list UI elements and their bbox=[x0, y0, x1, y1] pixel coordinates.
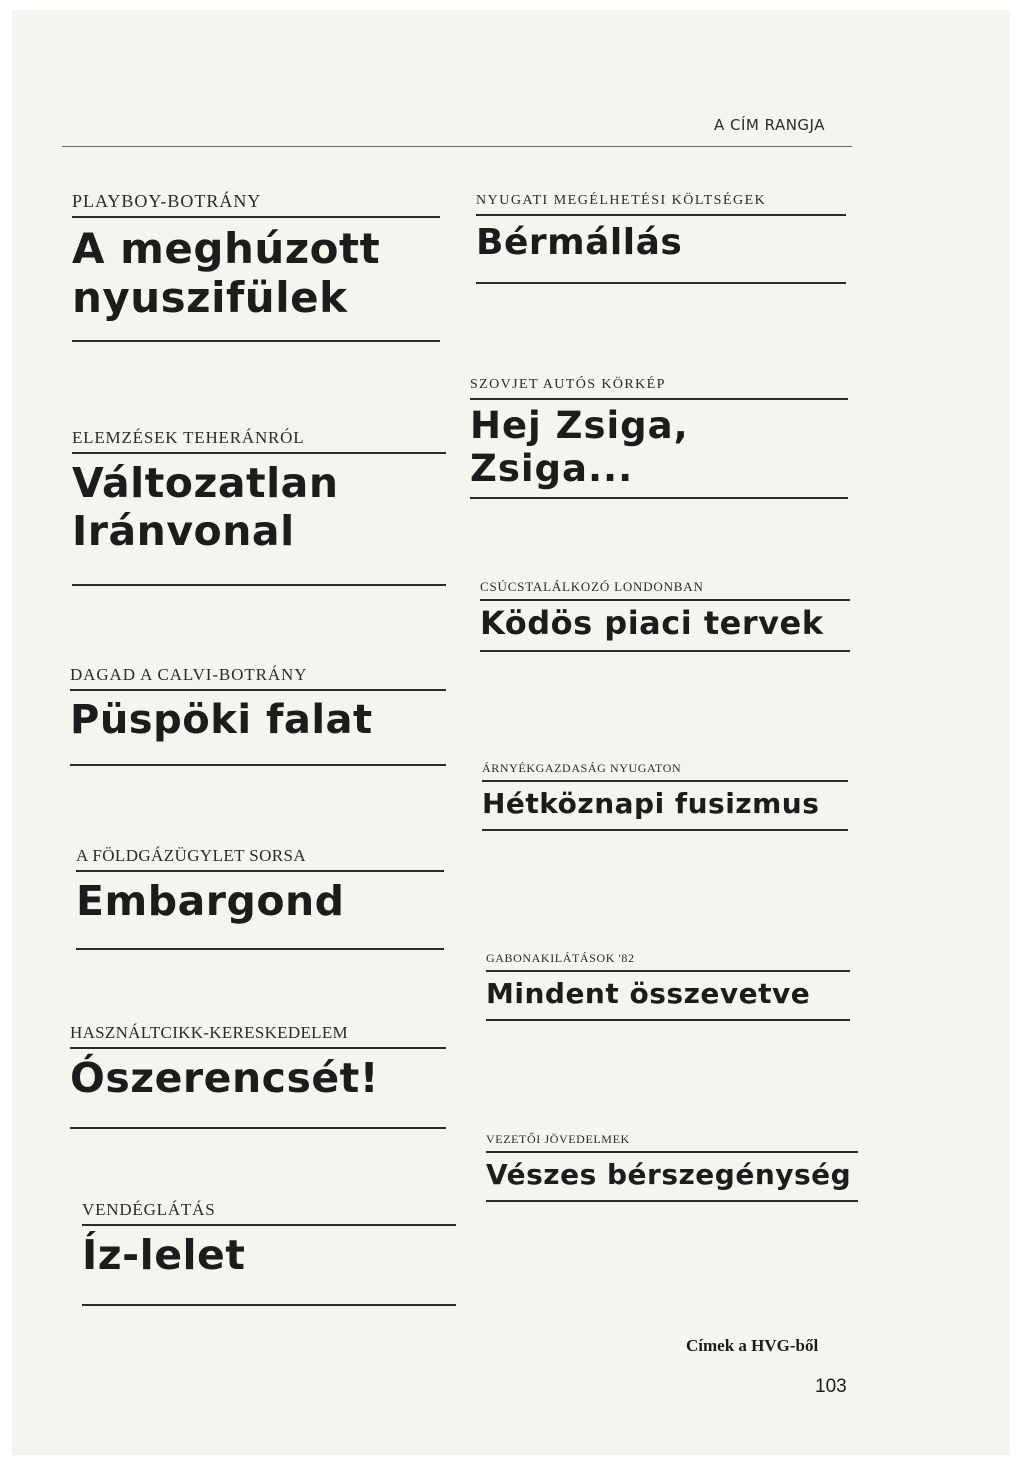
headline-rule bbox=[476, 282, 846, 284]
headline: Hétköznapi fusizmus bbox=[482, 787, 820, 820]
headline-block-12 bbox=[486, 1133, 858, 1202]
headline-rule bbox=[70, 764, 446, 766]
kicker-rule bbox=[72, 216, 440, 218]
kicker: VENDÉGLÁTÁS bbox=[82, 1200, 216, 1219]
kicker: A FÖLDGÁZÜGYLET SORSA bbox=[76, 846, 307, 865]
headline: Ószerencsét! bbox=[70, 1054, 379, 1102]
page-number: 103 bbox=[815, 1376, 847, 1397]
kicker-rule bbox=[480, 599, 850, 601]
headline-rule bbox=[72, 340, 440, 342]
kicker: ELEMZÉSEK TEHERÁNRÓL bbox=[72, 428, 305, 447]
kicker-rule bbox=[486, 1151, 858, 1153]
kicker-rule bbox=[470, 398, 848, 400]
headline: Íz-lelet bbox=[82, 1231, 246, 1279]
headline-rule bbox=[470, 497, 848, 499]
kicker: NYUGATI MEGÉLHETÉSI KÖLTSÉGEK bbox=[476, 193, 767, 208]
headline: Ködös piaci tervek bbox=[480, 604, 824, 642]
header-rule bbox=[62, 146, 852, 147]
headline-block-4 bbox=[76, 847, 444, 950]
kicker: HASZNÁLTCIKK-KERESKEDELEM bbox=[70, 1023, 348, 1042]
kicker-rule bbox=[72, 452, 446, 454]
kicker-rule bbox=[486, 970, 850, 972]
headline: Hej Zsiga, Zsiga... bbox=[470, 404, 689, 491]
headline-block-5 bbox=[70, 1024, 446, 1129]
kicker: DAGAD A CALVI-BOTRÁNY bbox=[70, 665, 308, 684]
kicker-rule bbox=[476, 214, 846, 216]
headline: A meghúzott nyuszifülek bbox=[72, 224, 381, 323]
headline-block-2 bbox=[72, 429, 446, 586]
headline-block-3 bbox=[70, 666, 446, 766]
kicker-rule bbox=[70, 689, 446, 691]
kicker: VEZETŐI JÖVEDELMEK bbox=[486, 1132, 630, 1146]
headline-rule bbox=[486, 1019, 850, 1021]
headline: Mindent összevetve bbox=[486, 977, 811, 1010]
headline: Változatlan Iránvonal bbox=[72, 459, 339, 555]
kicker-rule bbox=[482, 780, 848, 782]
headline: Püspöki falat bbox=[70, 697, 373, 743]
headline: Vészes bérszegénység bbox=[486, 1158, 852, 1191]
headline-rule bbox=[82, 1304, 456, 1306]
headline: Bérmállás bbox=[476, 222, 683, 263]
headline-rule bbox=[480, 650, 850, 652]
kicker: ÁRNYÉKGAZDASÁG NYUGATON bbox=[482, 761, 682, 775]
kicker-rule bbox=[82, 1224, 456, 1226]
headline-block-8 bbox=[470, 378, 848, 499]
headline: Embargond bbox=[76, 877, 345, 925]
source-credit: Címek a HVG-ből bbox=[686, 1336, 819, 1355]
headline-rule bbox=[76, 948, 444, 950]
headline-rule bbox=[70, 1127, 446, 1129]
running-head: A CÍM RANGJA bbox=[714, 116, 825, 134]
headline-rule bbox=[486, 1200, 858, 1202]
kicker-rule bbox=[76, 870, 444, 872]
headline-rule bbox=[482, 829, 848, 831]
kicker-rule bbox=[70, 1047, 446, 1049]
headline-block-6 bbox=[82, 1201, 456, 1306]
headline-rule bbox=[72, 584, 446, 586]
kicker: SZOVJET AUTÓS KÖRKÉP bbox=[470, 377, 666, 392]
headline-block-7 bbox=[476, 194, 846, 284]
headline-block-9 bbox=[480, 580, 850, 652]
kicker: CSÚCSTALÁLKOZÓ LONDONBAN bbox=[480, 579, 704, 594]
kicker: PLAYBOY-BOTRÁNY bbox=[72, 191, 262, 211]
headline-block-11 bbox=[486, 952, 850, 1021]
headline-block-1 bbox=[72, 192, 440, 342]
kicker: GABONAKILÁTÁSOK '82 bbox=[486, 951, 635, 965]
headline-block-10 bbox=[482, 762, 848, 831]
